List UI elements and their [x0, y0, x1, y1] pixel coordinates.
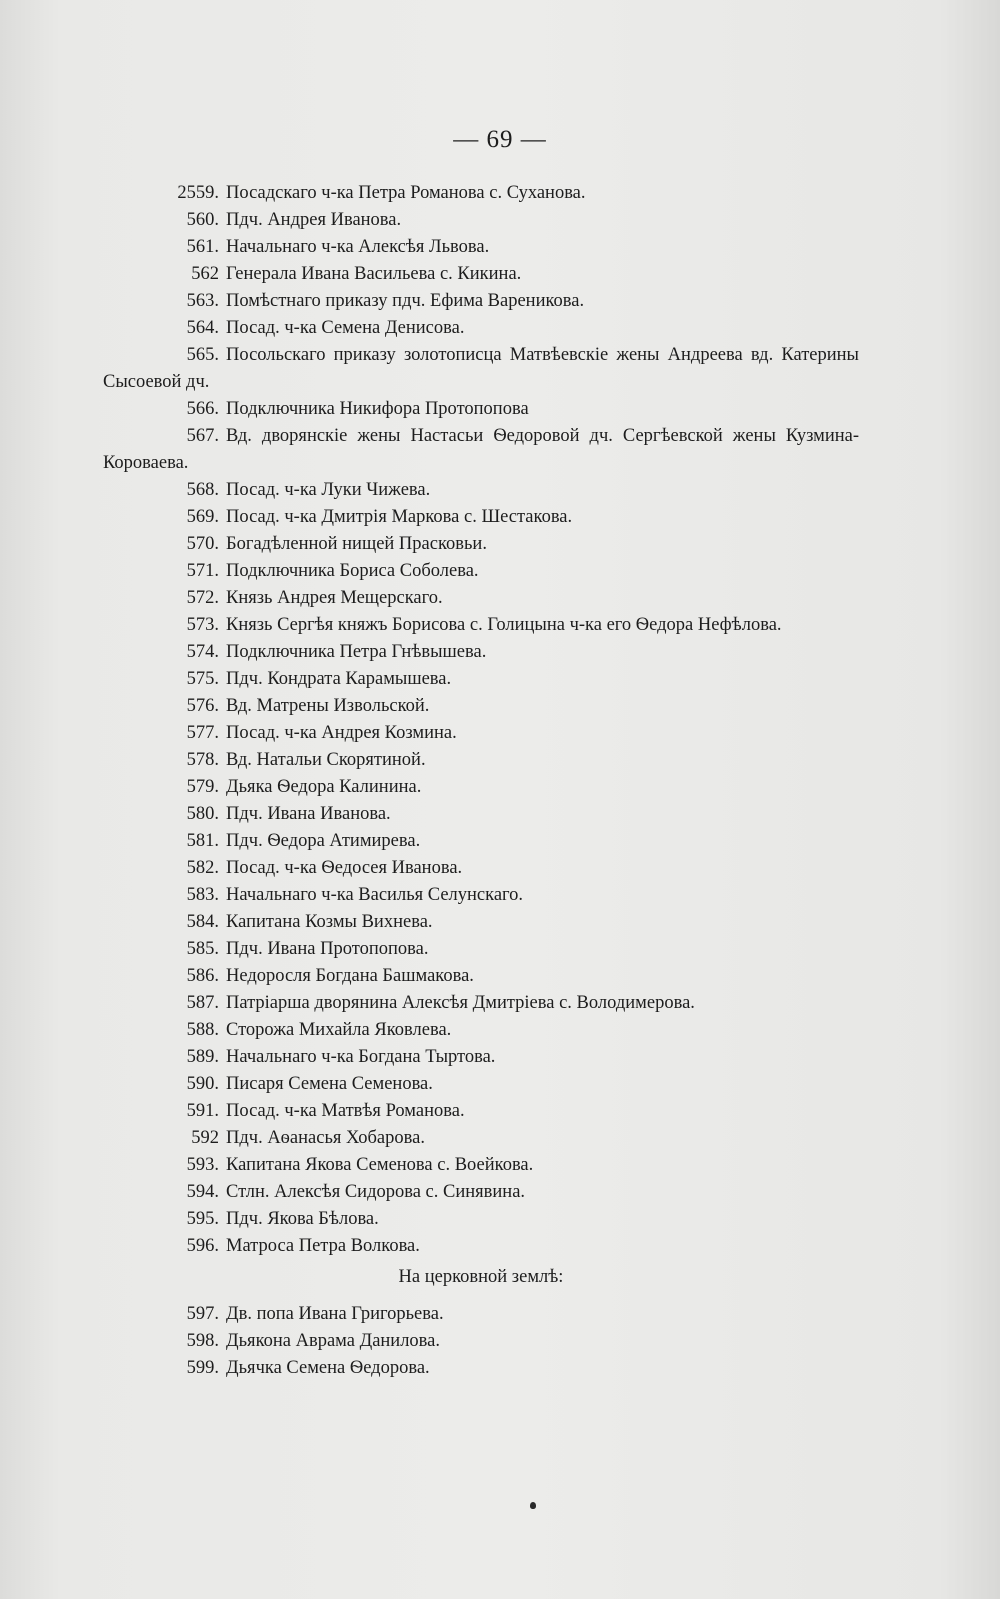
entry-text: Стлн. Алексѣя Сидорова с. Синявина. — [226, 1182, 526, 1202]
list-item — [103, 1017, 859, 1044]
entry-number: 589. — [186, 1047, 219, 1067]
list-item — [103, 1233, 859, 1260]
list-item — [103, 180, 859, 207]
entry-number: 579. — [186, 777, 219, 797]
entry-number: 571. — [186, 561, 219, 581]
entry-text: Посад. ч-ка Луки Чижева. — [226, 480, 431, 500]
entry-number: 565. — [186, 345, 219, 365]
entry-number: 577. — [186, 723, 219, 743]
entry-text: Пдч. Кондрата Карамышева. — [226, 669, 452, 689]
entry-number: 568. — [186, 480, 219, 500]
entry-text: Генерала Ивана Васильева с. Кикина. — [226, 264, 522, 284]
entry-number: 569. — [186, 507, 219, 527]
entries-list — [103, 180, 859, 1382]
entry-text: Подключника Никифора Протопопова — [226, 399, 529, 419]
entry-number: 592 — [191, 1128, 219, 1148]
list-item — [103, 1328, 859, 1355]
entry-number: 596. — [186, 1236, 219, 1256]
entry-number: 597. — [186, 1304, 219, 1324]
entry-text: Подключника Бориса Соболева. — [226, 561, 479, 581]
entry-text: Матроса Петра Волкова. — [226, 1236, 420, 1256]
list-item — [103, 504, 859, 531]
entry-number: 583. — [186, 885, 219, 905]
entry-text: Начальнаго ч-ка Василья Селунскаго. — [226, 885, 524, 905]
entry-text: Посад. ч-ка Семена Денисова. — [226, 318, 465, 338]
entry-text: Посад. ч-ка Ѳедосея Иванова. — [226, 858, 463, 878]
list-item — [103, 693, 859, 720]
list-item — [103, 1301, 859, 1328]
list-item — [103, 261, 859, 288]
entry-text: Пдч. Ивана Иванова. — [226, 804, 391, 824]
list-item — [103, 747, 859, 774]
entry-number: 562 — [191, 264, 219, 284]
entry-number: 570. — [186, 534, 219, 554]
entry-number: 580. — [186, 804, 219, 824]
section-heading: На церковной землѣ: — [398, 1267, 564, 1287]
entry-number: 594. — [186, 1182, 219, 1202]
entry-number: 574. — [186, 642, 219, 662]
entry-text: Посольскаго приказу золотописца Матвѣевскіе жены Андреева вд. Катерины Сысоевой дч. — [103, 345, 859, 392]
entries-list-main — [103, 180, 859, 1260]
entry-text: Богадѣленной нищей Прасковьи. — [226, 534, 487, 554]
entry-number: 599. — [186, 1358, 219, 1378]
entry-number: 566. — [186, 399, 219, 419]
entry-text: Писаря Семена Семенова. — [226, 1074, 433, 1094]
list-item — [103, 666, 859, 693]
list-item — [103, 1179, 859, 1206]
entry-number: 560. — [186, 210, 219, 230]
entry-number: 591. — [186, 1101, 219, 1121]
entry-text: Пдч. Ѳедора Атимирева. — [226, 831, 421, 851]
list-item — [103, 828, 859, 855]
list-item — [103, 1044, 859, 1071]
entry-text: Вд. Матрены Извольской. — [226, 696, 430, 716]
entry-text: Пдч. Аѳанасья Хобарова. — [226, 1128, 425, 1148]
list-item — [103, 990, 859, 1017]
entry-text: Посад. ч-ка Матвѣя Романова. — [226, 1101, 465, 1121]
entry-text: Капитана Козмы Вихнева. — [226, 912, 433, 932]
list-item — [103, 1071, 859, 1098]
entry-text: Начальнаго ч-ка Богдана Тыртова. — [226, 1047, 496, 1067]
entry-text: Пдч. Якова Бѣлова. — [226, 1209, 379, 1229]
entry-number: 573. — [186, 615, 219, 635]
entry-text: Подключника Петра Гнѣвышева. — [226, 642, 487, 662]
entry-text: Вд. Натальи Скорятиной. — [226, 750, 426, 770]
list-item — [103, 315, 859, 342]
entry-number: 598. — [186, 1331, 219, 1351]
entry-number: 576. — [186, 696, 219, 716]
entry-number: 578. — [186, 750, 219, 770]
entry-text: Дьяка Ѳедора Калинина. — [226, 777, 422, 797]
list-item — [103, 855, 859, 882]
entry-number: 593. — [186, 1155, 219, 1175]
entry-text: Пдч. Андрея Иванова. — [226, 210, 402, 230]
entry-number: 595. — [186, 1209, 219, 1229]
list-item — [103, 1152, 859, 1179]
list-item — [103, 720, 859, 747]
entry-number: 572. — [186, 588, 219, 608]
entry-number: 2559. — [177, 183, 219, 203]
list-item — [103, 936, 859, 963]
list-item — [103, 639, 859, 666]
entry-text: Дьякона Аврама Данилова. — [226, 1331, 441, 1351]
list-item — [103, 774, 859, 801]
entry-text: Капитана Якова Семенова с. Воейкова. — [226, 1155, 534, 1175]
list-item — [103, 882, 859, 909]
list-item — [103, 288, 859, 315]
entry-text: Помѣстнаго приказу пдч. Ефима Вареникова. — [226, 291, 585, 311]
entry-number: 582. — [186, 858, 219, 878]
entry-number: 585. — [186, 939, 219, 959]
list-item — [103, 531, 859, 558]
entry-number: 563. — [186, 291, 219, 311]
entry-text: Вд. дворянскіе жены Настасьи Ѳедоровой дч. Сергѣевской жены Кузмина-Короваева. — [103, 426, 859, 473]
entry-text: Дьячка Семена Ѳедорова. — [226, 1358, 430, 1378]
list-item — [103, 558, 859, 585]
list-item — [103, 423, 859, 477]
entries-list-church-land — [103, 1301, 859, 1382]
entry-text: Посад. ч-ка Андрея Козмина. — [226, 723, 457, 743]
list-item — [103, 1098, 859, 1125]
list-item — [103, 477, 859, 504]
entry-text: Начальнаго ч-ка Алексѣя Львова. — [226, 237, 490, 257]
ink-mark — [530, 1502, 536, 1509]
entry-number: 587. — [186, 993, 219, 1013]
page-number: — 69 — — [453, 126, 547, 153]
list-item — [103, 612, 859, 639]
list-item — [103, 207, 859, 234]
entry-number: 575. — [186, 669, 219, 689]
list-item — [103, 1206, 859, 1233]
entry-text: Посад. ч-ка Дмитрія Маркова с. Шестакова. — [226, 507, 573, 527]
entry-text: Патріарша дворянина Алексѣя Дмитріева с. Володимерова. — [226, 993, 695, 1013]
entry-text: Сторожа Михайла Яковлева. — [226, 1020, 452, 1040]
entry-number: 588. — [186, 1020, 219, 1040]
entry-number: 586. — [186, 966, 219, 986]
entry-number: 564. — [186, 318, 219, 338]
entry-number: 581. — [186, 831, 219, 851]
list-item — [103, 396, 859, 423]
entry-text: Дв. попа Ивана Григорьева. — [226, 1304, 444, 1324]
entry-number: 584. — [186, 912, 219, 932]
list-item — [103, 234, 859, 261]
list-item — [103, 585, 859, 612]
entry-number: 561. — [186, 237, 219, 257]
list-item — [103, 909, 859, 936]
list-item — [103, 963, 859, 990]
list-item — [103, 1125, 859, 1152]
entry-text: Недоросля Богдана Башмакова. — [226, 966, 474, 986]
list-item — [103, 342, 859, 396]
entry-text: Посадскаго ч-ка Петра Романова с. Суханова. — [226, 183, 586, 203]
entry-text: Князь Сергѣя княжъ Борисова с. Голицына ч-ка его Ѳедора Нефѣлова. — [226, 615, 782, 635]
entry-number: 567. — [186, 426, 219, 446]
list-item — [103, 801, 859, 828]
entry-text: Князь Андрея Мещерскаго. — [226, 588, 443, 608]
entry-number: 590. — [186, 1074, 219, 1094]
list-item — [103, 1355, 859, 1382]
entry-text: Пдч. Ивана Протопопова. — [226, 939, 429, 959]
